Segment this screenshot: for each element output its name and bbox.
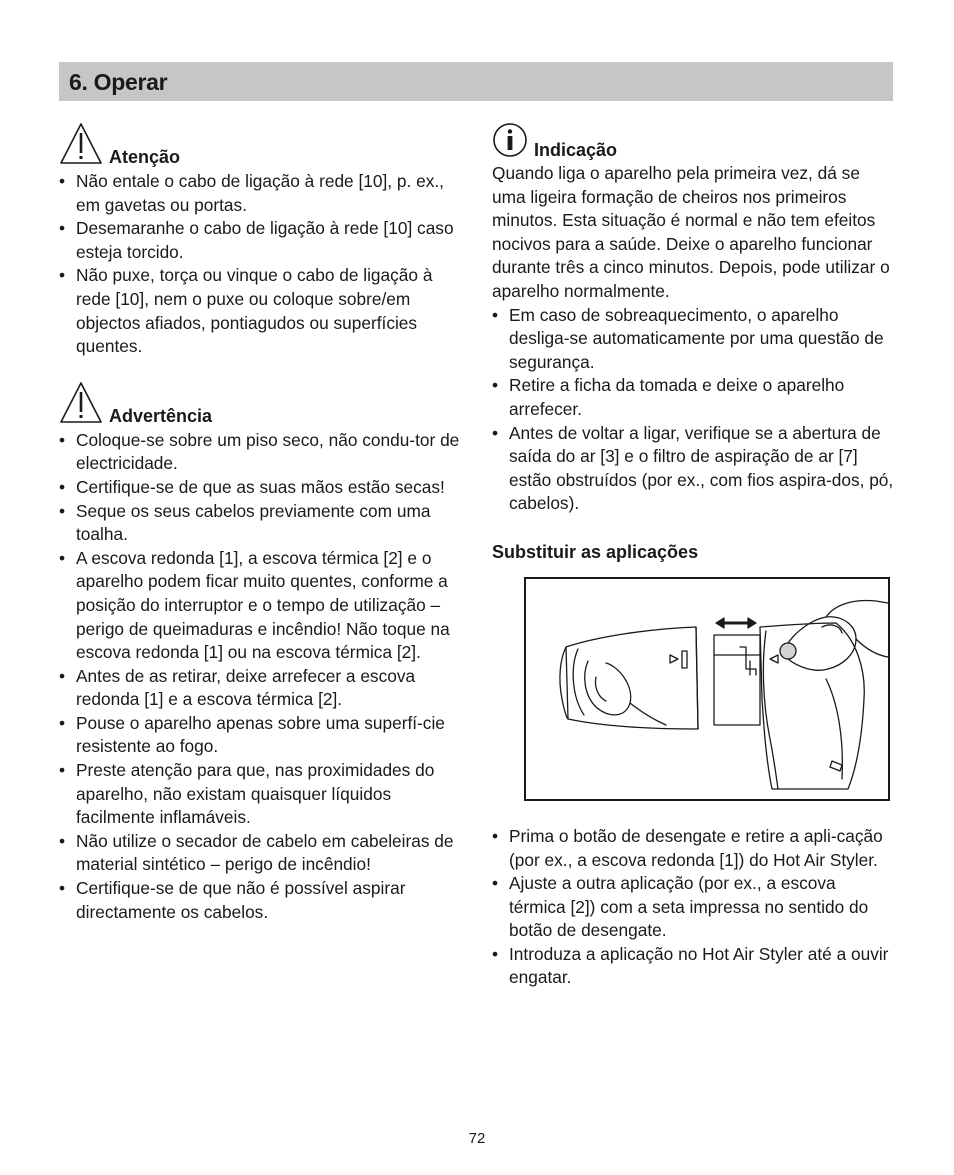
warning-title: Advertência xyxy=(109,405,213,426)
section-header-bar xyxy=(59,62,893,101)
warning-list xyxy=(59,429,469,924)
list-item: • Em caso de sobreaquecimento, o aparelho desliga-se automaticamente por uma questão de segurança. xyxy=(492,304,894,375)
caution-list xyxy=(59,170,469,359)
left-column xyxy=(59,122,469,924)
list-item: • Não utilize o secador de cabelo em cabeleiras de material sintético – perigo de incêndio! xyxy=(59,830,469,877)
list-item: • Não entale o cabo de ligação à rede [10], p. ex., em gavetas ou portas. xyxy=(59,170,469,217)
note-paragraph: Quando liga o aparelho pela primeira vez, dá se uma ligeira formação de cheiros nos primeiros minutos. Esta situação é normal e não tem efeitos nocivos para a saúde. Deixe o aparelho funcionar durante três a cinco minutos. Depois, pode utilizar o aparelho normalmente. xyxy=(492,163,890,301)
list-item: • Ajuste a outra aplicação (por ex., a escova térmica [2]) com a seta impressa no sentido do botão de desengate. xyxy=(492,872,894,943)
caution-title: Atenção xyxy=(109,147,181,167)
list-item: • Desemaranhe o cabo de ligação à rede [10] caso esteja torcido. xyxy=(59,217,469,264)
list-item: • Antes de voltar a ligar, verifique se a abertura de saída do ar [3] e o filtro de aspiração de ar [7] estão obstruídos (por ex., com fios aspira-dos, pó, cabelos). xyxy=(492,422,894,516)
right-column xyxy=(492,122,894,990)
note-title: Indicação xyxy=(534,140,618,160)
note-list xyxy=(492,304,894,516)
replace-title: Substituir as aplicações xyxy=(492,541,699,562)
list-item: • Pouse o aparelho apenas sobre uma superfí-cie resistente ao fogo. xyxy=(59,712,469,759)
warning-triangle-icon xyxy=(59,122,103,166)
list-item: • Não puxe, torça ou vinque o cabo de ligação à rede [10], nem o puxe ou coloque sobre/em objectos afiados, pontiagudos ou superfícies quentes. xyxy=(59,264,469,358)
attachment-illustration xyxy=(524,577,890,801)
list-item: • Coloque-se sobre um piso seco, não condu-tor de electricidade. xyxy=(59,429,469,476)
list-item: • Preste atenção para que, nas proximidades do aparelho, não existam quaisquer líquidos facilmente inflamáveis. xyxy=(59,759,469,830)
list-item: • Certifique-se de que não é possível aspirar directamente os cabelos. xyxy=(59,877,469,924)
list-item: • Retire a ficha da tomada e deixe o aparelho arrefecer. xyxy=(492,374,894,421)
list-item: • Prima o botão de desengate e retire a apli-cação (por ex., a escova redonda [1]) do Hot Air Styler. xyxy=(492,825,894,872)
list-item: • Certifique-se de que as suas mãos estão secas! xyxy=(59,476,469,500)
page-number: 72 xyxy=(468,1130,486,1147)
caution-heading xyxy=(59,122,469,170)
replace-list xyxy=(492,825,894,990)
list-item: • A escova redonda [1], a escova térmica [2] e o aparelho podem ficar muito quentes, conforme a posição do interruptor e o tempo de utilização – perigo de queimaduras e incêndio! Não toque na escova redonda [1] ou na escova térmica [2]. xyxy=(59,547,469,665)
hot-air-styler-drawing xyxy=(526,579,888,799)
warning-triangle-icon xyxy=(59,381,103,425)
list-item: • Antes de as retirar, deixe arrefecer a escova redonda [1] e a escova térmica [2]. xyxy=(59,665,469,712)
warning-heading xyxy=(59,381,469,429)
note-heading xyxy=(492,122,894,162)
list-item: • Seque os seus cabelos previamente com uma toalha. xyxy=(59,500,469,547)
info-circle-icon xyxy=(492,122,532,162)
section-title: 6. Operar xyxy=(69,69,168,95)
list-item: • Introduza a aplicação no Hot Air Styler até a ouvir engatar. xyxy=(492,943,894,990)
